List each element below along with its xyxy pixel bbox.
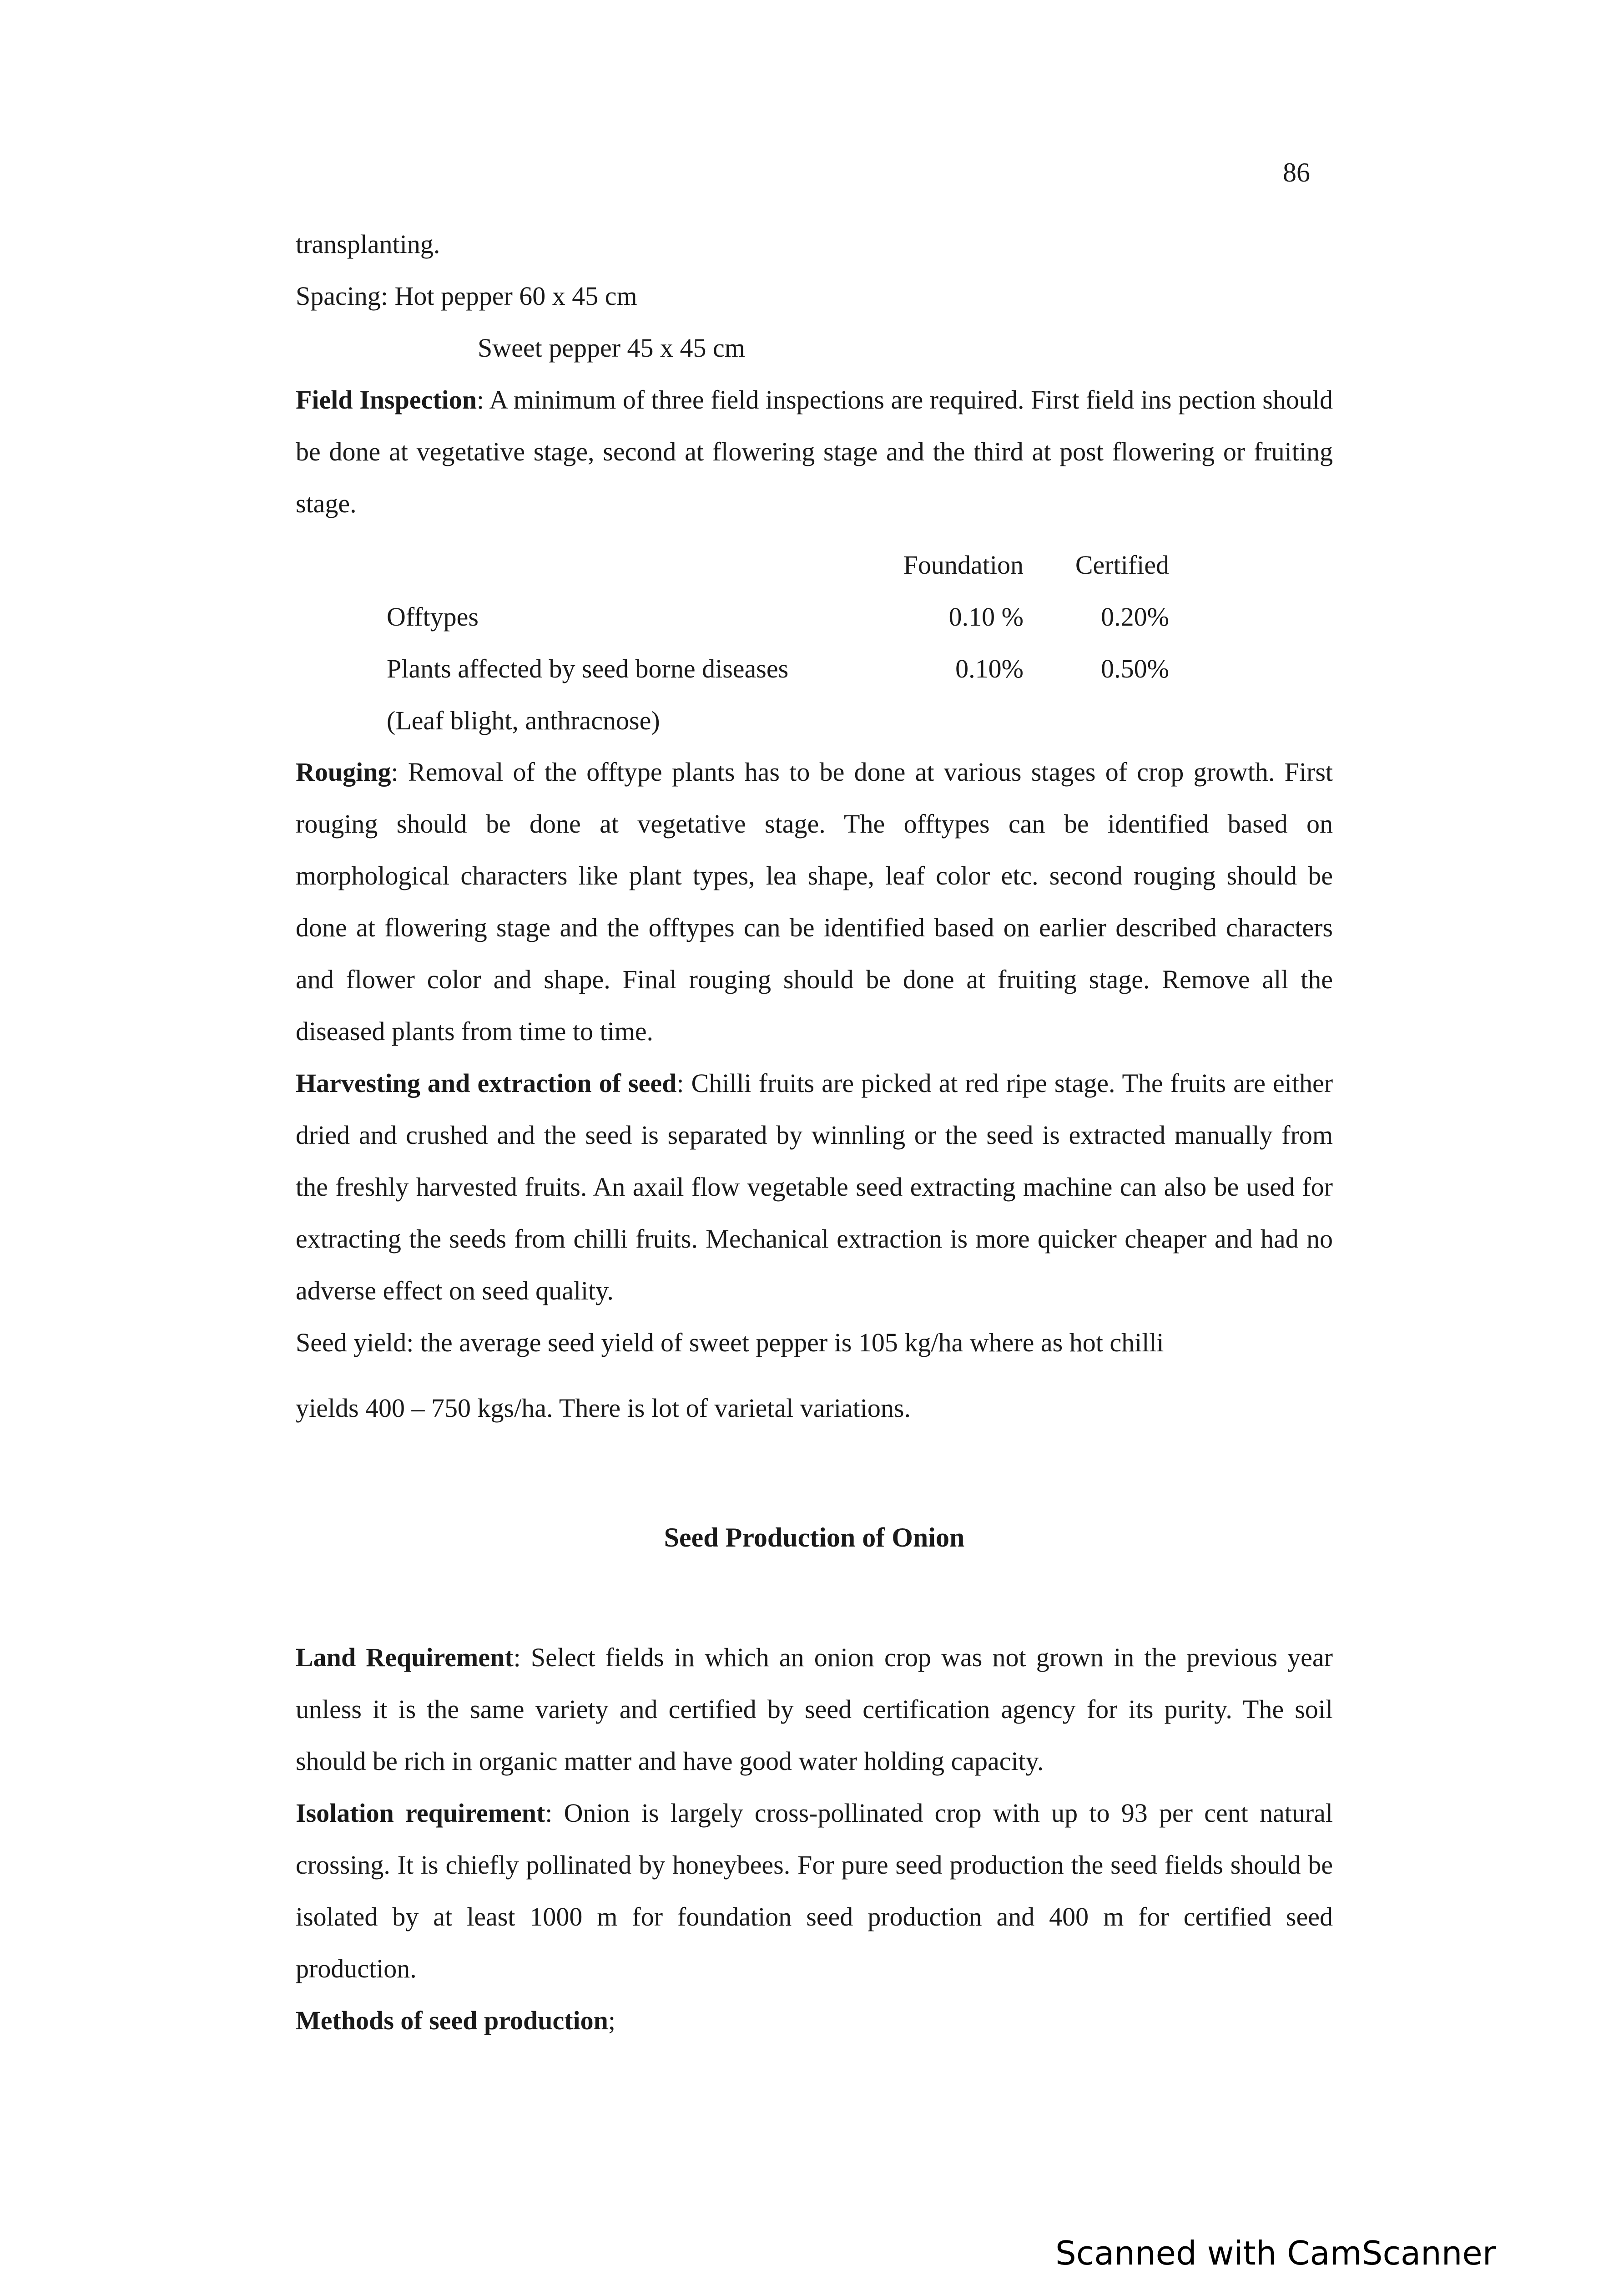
- harvesting-heading: Harvesting and extraction of seed: [296, 1068, 677, 1098]
- rouging-text: : Removal of the offtype plants has to be done at various stages of crop growth. First rouging should be done at vegetative stage. The offtypes can be identified based on morphological characters like plant types, lea shape, leaf color etc. second rouging should be done at flowering stage and the offtypes can be identified based on earlier described characters and flower color and shape. Final rouging should be done at fruiting stage. Remove all the diseased plants from time to time.: [296, 757, 1333, 1046]
- line-spacing-sweet: Sweet pepper 45 x 45 cm: [478, 333, 745, 363]
- scanner-footer: Scanned with CamScanner: [1055, 2234, 1496, 2272]
- seed-yield-line-1: Seed yield: the average seed yield of sweet pepper is 105 kg/ha where as hot chilli: [296, 1328, 1164, 1357]
- page-number: 86: [1283, 157, 1310, 187]
- harvesting-text: : Chilli fruits are picked at red ripe stage. The fruits are either dried and crushed and the seed is separated by winnling or the seed is extracted manually from the freshly harvested fruits. An axail flow vegetable seed extracting machine can also be used for extracting the seeds from chilli fruits. Mechanical extraction is more quicker cheaper and had no adverse effect on seed quality.: [296, 1068, 1333, 1305]
- field-inspection-heading: Field Inspection: [296, 385, 477, 415]
- row-certified-value: 0.20%: [1101, 602, 1169, 632]
- section-title: Seed Production of Onion: [664, 1522, 965, 1552]
- row-certified-value: 0.50%: [1101, 653, 1169, 683]
- land-requirement-paragraph: [296, 1632, 1333, 1787]
- table-header-certified: Certified: [1075, 550, 1169, 580]
- row-certified-value: [1024, 694, 1169, 746]
- table-row: [387, 642, 1169, 694]
- land-requirement-heading: Land Requirement: [296, 1643, 514, 1672]
- harvesting-paragraph: [296, 1057, 1333, 1317]
- table-header-foundation: Foundation: [903, 550, 1024, 580]
- row-foundation-value: 0.10%: [955, 653, 1024, 683]
- isolation-paragraph: [296, 1787, 1333, 1995]
- row-label: (Leaf blight, anthracnose): [387, 705, 660, 735]
- line-spacing-hot: Spacing: Hot pepper 60 x 45 cm: [296, 281, 637, 311]
- table-row: [387, 694, 1169, 746]
- rouging-heading: Rouging: [296, 757, 391, 787]
- line-transplanting: transplanting.: [296, 229, 440, 259]
- row-label: Offtypes: [387, 602, 479, 632]
- field-inspection-text: : A minimum of three field inspections are required. First field ins pection should be done at vegetative stage, second at flowering stage and the third at post flowering or fruiting stage.: [296, 385, 1333, 518]
- table-row: [387, 591, 1169, 642]
- inspection-table: [387, 539, 1169, 746]
- rouging-paragraph: [296, 746, 1333, 1057]
- methods-heading: Methods of seed production: [296, 2006, 608, 2035]
- seed-yield-line-2: yields 400 – 750 kgs/ha. There is lot of varietal variations.: [296, 1393, 911, 1423]
- page-content: [296, 218, 1333, 2047]
- row-foundation-value: [887, 694, 1024, 746]
- table-header-empty: [387, 539, 887, 591]
- land-requirement-text: : Select fields in which an onion crop was not grown in the previous year unless it is the same variety and certified by seed certification agency for its purity. The soil should be rich in organic matter and have good water holding capacity.: [296, 1643, 1333, 1776]
- row-label: Plants affected by seed borne diseases: [387, 653, 789, 683]
- methods-text: ;: [608, 2006, 616, 2035]
- table-header-row: [387, 539, 1169, 591]
- isolation-heading: Isolation requirement: [296, 1798, 545, 1828]
- row-foundation-value: 0.10 %: [948, 602, 1024, 632]
- methods-paragraph: [296, 1995, 1333, 2047]
- field-inspection-paragraph: [296, 374, 1333, 530]
- isolation-text: : Onion is largely cross-pollinated crop with up to 93 per cent natural crossing. It is chiefly pollinated by honeybees. For pure seed production the seed fields should be isolated by at least 1000 m for foundation seed production and 400 m for certified seed production.: [296, 1798, 1333, 1983]
